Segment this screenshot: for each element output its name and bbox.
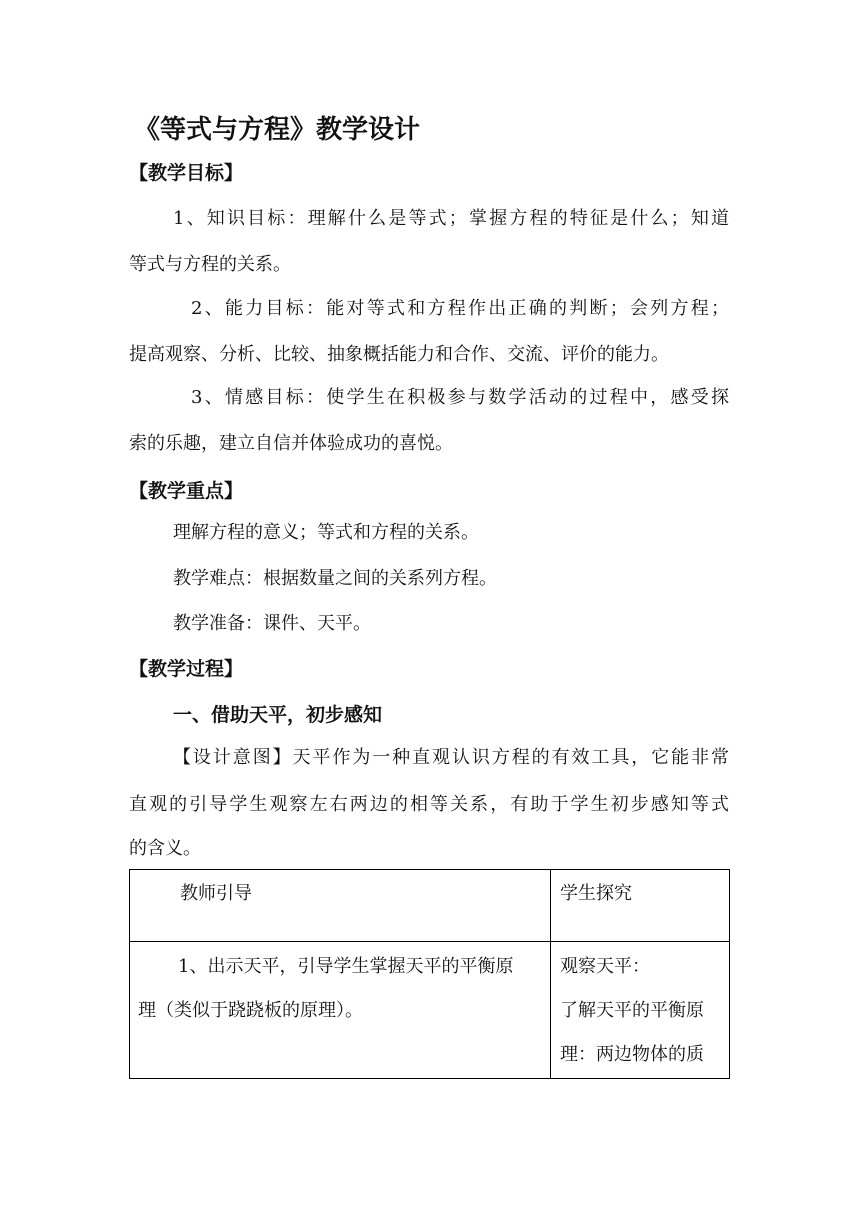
objective-knowledge-line-2: 等式与方程的关系。 xyxy=(129,254,291,275)
student-text-line-3: 理：两边物体的质 xyxy=(560,1044,704,1065)
student-text-line-1: 观察天平： xyxy=(560,956,650,977)
difficulty-line: 教学难点：根据数量之间的关系列方程。 xyxy=(173,568,497,589)
objective-ability-line-1: 2、能力目标：能对等式和方程作出正确的判断；会列方程； xyxy=(191,298,729,319)
objective-emotion-line-1: 3、情感目标：使学生在积极参与数学活动的过程中，感受探 xyxy=(191,387,729,408)
header-student-label: 学生探究 xyxy=(560,883,632,904)
design-intent-line-1: 【设计意图】天平作为一种直观认识方程的有效工具，它能非常 xyxy=(173,747,729,768)
teacher-cell xyxy=(130,942,551,1079)
teacher-text-line-2: 理（类似于跷跷板的原理）。 xyxy=(138,1000,363,1021)
process-table xyxy=(129,869,730,1079)
keypoint-line: 理解方程的意义；等式和方程的关系。 xyxy=(173,522,479,543)
section-heading: 一、借助天平，初步感知 xyxy=(173,704,383,726)
header-cell-teacher xyxy=(130,870,551,942)
doc-title: 《等式与方程》教学设计 xyxy=(134,115,421,145)
objectives-heading: 【教学目标】 xyxy=(129,162,244,184)
design-intent-line-2: 直观的引导学生观察左右两边的相等关系，有助于学生初步感知等式 xyxy=(129,794,729,815)
header-cell-student xyxy=(551,870,730,942)
objective-emotion-line-2: 索的乐趣，建立自信并体验成功的喜悦。 xyxy=(129,433,453,454)
keypoints-heading: 【教学重点】 xyxy=(129,480,244,502)
table-row xyxy=(130,942,730,1079)
teacher-text-line-1: 1、出示天平，引导学生掌握天平的平衡原 xyxy=(178,956,514,977)
student-text-line-2: 了解天平的平衡原 xyxy=(560,1000,704,1021)
design-intent-line-3: 的含义。 xyxy=(129,838,201,859)
student-cell xyxy=(551,942,730,1079)
table-header-row xyxy=(130,870,730,942)
process-heading: 【教学过程】 xyxy=(129,658,244,680)
objective-knowledge-line-1: 1、知识目标：理解什么是等式；掌握方程的特征是什么；知道 xyxy=(173,208,729,229)
objective-ability-line-2: 提高观察、分析、比较、抽象概括能力和合作、交流、评价的能力。 xyxy=(129,344,669,365)
header-teacher-label: 教师引导 xyxy=(180,883,252,904)
preparation-line: 教学准备：课件、天平。 xyxy=(173,613,371,634)
